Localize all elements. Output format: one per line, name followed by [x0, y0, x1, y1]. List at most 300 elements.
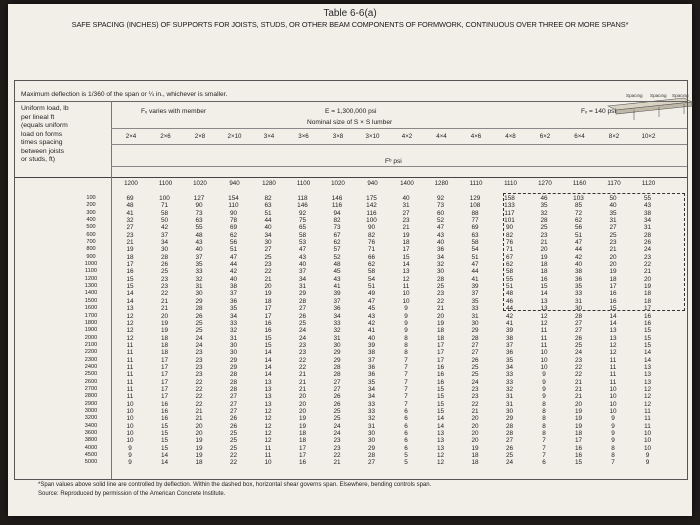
span-column-3	[222, 195, 246, 467]
span-cell: 21	[264, 275, 272, 283]
load-cell: 1300	[84, 283, 98, 290]
fb-header-15: 1120	[641, 180, 656, 187]
span-cell: 17	[160, 371, 169, 379]
load-cell: 100	[86, 195, 96, 201]
span-cell: 26	[574, 334, 583, 342]
span-cell: 16	[540, 275, 548, 283]
span-cell: 27	[229, 400, 238, 408]
size-header-2: 2×8	[194, 133, 206, 140]
span-cell: 21	[298, 378, 307, 386]
span-cell: 41	[333, 283, 341, 291]
span-cell: 18	[643, 297, 652, 305]
span-cell: 27	[402, 209, 410, 217]
span-cell: 7	[404, 356, 408, 364]
span-cell: 21	[298, 371, 307, 379]
span-cell: 19	[298, 422, 307, 430]
span-cell: 19	[160, 319, 169, 327]
span-cell: 10	[264, 459, 272, 467]
span-cell: 12	[126, 334, 134, 342]
span-cell: 44	[471, 268, 479, 276]
span-cell: 25	[471, 363, 479, 371]
span-cell: 20	[609, 261, 617, 269]
span-cell: 29	[367, 444, 376, 452]
span-cell: 23	[195, 349, 203, 357]
span-cell: 19	[298, 415, 307, 423]
span-cell: 39	[471, 283, 479, 291]
span-cell: 33	[574, 290, 583, 298]
span-cell: 30	[229, 341, 238, 349]
span-cell: 20	[195, 430, 203, 437]
span-cell: 31	[643, 224, 652, 232]
span-cell: 19	[574, 407, 583, 415]
span-cell: 26	[195, 312, 203, 320]
span-cell: 8	[404, 341, 408, 349]
span-cell: 22	[574, 371, 583, 379]
span-cell: 47	[436, 224, 445, 232]
span-cell: 24	[298, 334, 307, 342]
span-cell: 55	[505, 275, 514, 283]
span-cell: 44	[264, 217, 272, 225]
span-cell: 23	[298, 349, 307, 357]
span-cell: 6	[404, 444, 408, 452]
span-cell: 15	[160, 437, 169, 445]
span-cell: 22	[229, 452, 238, 460]
span-cell: 41	[471, 275, 479, 283]
load-cell: 900	[86, 253, 96, 260]
span-cell: 10	[643, 444, 652, 452]
span-cell: 11	[126, 385, 134, 393]
size-header-7: 3×10	[365, 133, 380, 140]
span-cell: 10	[126, 430, 134, 437]
span-column-5	[291, 195, 315, 467]
span-cell: 42	[505, 312, 514, 320]
span-cell: 82	[367, 231, 376, 239]
span-cell: 35	[471, 297, 479, 305]
span-cell: 40	[195, 246, 203, 254]
span-cell: 14	[126, 290, 134, 298]
span-cell: 77	[471, 217, 479, 225]
span-cell: 18	[471, 459, 479, 467]
span-cell: 82	[264, 195, 272, 202]
span-cell: 30	[505, 407, 514, 415]
span-cell: 32	[229, 327, 238, 335]
span-cell: 71	[160, 202, 169, 210]
span-cell: 17	[126, 261, 134, 269]
span-cell: 44	[229, 261, 238, 269]
span-cell: 34	[505, 363, 514, 371]
span-cell: 54	[367, 275, 376, 283]
fb-header-1: 1100	[158, 180, 173, 187]
span-cell: 17	[160, 363, 169, 371]
span-cell: 47	[298, 246, 307, 254]
span-cell: 43	[195, 239, 203, 247]
span-cell: 8	[611, 452, 615, 460]
load-cell: 500	[86, 224, 96, 231]
span-cell: 36	[505, 349, 514, 357]
span-cell: 62	[229, 231, 238, 239]
span-cell: 16	[160, 407, 169, 415]
span-cell: 40	[298, 261, 307, 269]
span-cell: 17	[160, 393, 169, 401]
span-cell: 39	[333, 290, 341, 298]
size-header-10: 4×6	[470, 133, 482, 140]
span-cell: 9	[404, 305, 408, 313]
span-cell: 13	[609, 327, 617, 335]
span-cell: 20	[609, 253, 617, 261]
span-cell: 19	[264, 290, 272, 298]
span-cell: 39	[505, 327, 514, 335]
span-cell: 16	[643, 319, 652, 327]
span-column-6	[325, 195, 349, 467]
span-cell: 73	[436, 202, 445, 210]
span-cell: 43	[367, 312, 376, 320]
span-cell: 42	[574, 253, 583, 261]
span-cell: 42	[367, 319, 376, 327]
load-cell: 600	[86, 231, 96, 238]
load-cell: 2900	[84, 400, 98, 407]
span-cell: 142	[366, 202, 377, 210]
span-cell: 18	[402, 239, 410, 247]
span-cell: 16	[574, 444, 583, 452]
load-cell: 3800	[84, 437, 98, 444]
span-cell: 19	[160, 327, 169, 335]
span-cell: 7	[404, 393, 408, 401]
span-cell: 20	[540, 246, 548, 254]
span-cell: 13	[540, 305, 548, 313]
span-cell: 17	[402, 246, 410, 254]
span-cell: 43	[436, 231, 445, 239]
beam-label-1: Spacing	[626, 94, 643, 98]
span-cell: 12	[643, 385, 652, 393]
span-cell: 31	[229, 334, 238, 342]
span-cell: 90	[195, 202, 203, 210]
span-cell: 20	[298, 407, 307, 415]
span-cell: 57	[333, 246, 341, 254]
span-cell: 21	[609, 246, 617, 254]
span-cell: 26	[298, 312, 307, 320]
span-cell: 23	[574, 356, 583, 364]
span-cell: 23	[195, 356, 203, 364]
span-cell: 36	[367, 363, 376, 371]
span-cell: 6	[404, 415, 408, 423]
span-cell: 8	[542, 407, 546, 415]
span-cell: 30	[195, 290, 203, 298]
span-cell: 33	[367, 400, 376, 408]
fv-varies-label: Fᵥ varies with member	[141, 108, 207, 115]
span-cell: 18	[264, 297, 272, 305]
span-cell: 18	[160, 334, 169, 342]
span-cell: 10	[609, 400, 617, 408]
span-cell: 43	[643, 202, 652, 210]
span-cell: 17	[160, 356, 169, 364]
span-cell: 28	[367, 452, 376, 460]
span-cell: 25	[505, 452, 514, 460]
span-cell: 20	[298, 400, 307, 408]
span-cell: 50	[609, 195, 617, 202]
span-cell: 17	[643, 305, 652, 313]
load-cell: 3600	[84, 430, 98, 436]
span-cell: 9	[645, 459, 650, 467]
span-cell: 24	[298, 327, 307, 335]
fb-header-6: 1020	[331, 180, 345, 187]
span-cell: 23	[436, 290, 445, 298]
span-cell: 31	[505, 393, 514, 401]
span-cell: 27	[126, 224, 134, 232]
span-cell: 40	[574, 261, 583, 269]
span-cell: 22	[298, 363, 307, 371]
fb-header-7: 940	[367, 180, 378, 187]
span-cell: 14	[540, 290, 548, 298]
span-cell: 13	[264, 385, 272, 393]
span-cell: 15	[160, 444, 169, 452]
span-cell: 19	[609, 268, 617, 276]
span-cell: 11	[609, 363, 617, 371]
span-cell: 20	[643, 275, 652, 283]
span-cell: 13	[126, 305, 134, 313]
span-cell: 35	[505, 356, 514, 364]
size-header-12: 6×2	[539, 133, 551, 140]
span-cell: 19	[436, 319, 445, 327]
span-cell: 15	[402, 253, 410, 261]
span-cell: 21	[160, 305, 169, 313]
span-cell: 40	[436, 239, 445, 247]
span-cell: 23	[160, 283, 169, 291]
span-cell: 23	[333, 437, 341, 445]
load-cell: 3200	[84, 415, 98, 422]
span-cell: 10	[402, 290, 410, 298]
span-cell: 31	[333, 334, 341, 342]
span-cell: 37	[160, 231, 169, 239]
span-cell: 10	[402, 297, 410, 305]
span-cell: 23	[471, 385, 479, 393]
span-cell: 12	[264, 415, 272, 423]
table-subtitle: SAFE SPACING (INCHES) OF SUPPORTS FOR JOISTS, STUDS, OR OTHER BEAM COMPONENTS OF FORMWORK, CONTINUOUS OVER THREE OR MORE SPANS*	[71, 20, 629, 29]
size-header-4: 3×4	[263, 133, 275, 140]
span-cell: 28	[643, 231, 652, 239]
span-cell: 75	[298, 217, 307, 225]
span-cell: 21	[195, 415, 203, 423]
span-cell: 16	[264, 327, 272, 335]
span-cell: 28	[298, 297, 307, 305]
span-cell: 21	[333, 459, 341, 467]
span-cell: 27	[609, 224, 617, 232]
span-cell: 23	[609, 239, 617, 247]
span-cell: 7	[611, 459, 615, 467]
span-cell: 52	[333, 253, 341, 261]
span-cell: 26	[471, 356, 479, 364]
span-cell: 20	[160, 312, 169, 320]
span-cell: 88	[471, 209, 479, 217]
span-cell: 10	[126, 400, 134, 408]
span-cell: 8	[611, 444, 615, 452]
span-cell: 31	[609, 217, 617, 225]
span-cell: 14	[264, 349, 272, 357]
span-cell: 25	[574, 341, 583, 349]
fb-header-14: 1170	[607, 180, 621, 187]
span-column-11	[498, 195, 522, 467]
span-cell: 26	[160, 261, 169, 269]
span-cell: 22	[436, 297, 445, 305]
span-cell: 14	[126, 297, 134, 305]
beam-label-3: Spacing	[672, 94, 689, 98]
span-cell: 27	[333, 378, 341, 386]
span-cell: 16	[609, 297, 617, 305]
load-cell: 800	[86, 246, 96, 253]
load-cell: 1600	[84, 305, 98, 312]
span-cell: 25	[333, 415, 341, 423]
span-cell: 94	[333, 209, 341, 217]
span-cell: 7	[542, 444, 546, 452]
size-header-0: 2×4	[125, 133, 137, 140]
span-cell: 10	[609, 393, 617, 401]
load-cell: 2300	[84, 356, 98, 363]
span-cell: 62	[505, 261, 514, 269]
span-cell: 11	[126, 356, 134, 364]
span-cell: 19	[126, 246, 134, 254]
span-cell: 5	[404, 452, 408, 460]
span-cell: 23	[540, 231, 548, 239]
span-cell: 23	[264, 261, 272, 269]
span-cell: 7	[542, 437, 546, 445]
span-cell: 15	[436, 400, 445, 408]
span-cell: 146	[297, 202, 308, 210]
span-cell: 12	[643, 400, 652, 408]
span-cell: 69	[126, 195, 134, 202]
span-cell: 18	[436, 327, 445, 335]
span-cell: 21	[160, 297, 169, 305]
span-cell: 9	[645, 452, 650, 460]
span-cell: 108	[469, 202, 481, 210]
span-column-1	[153, 195, 177, 467]
span-cell: 127	[193, 195, 205, 202]
span-cell: 40	[609, 202, 617, 210]
load-cell: 400	[86, 217, 96, 224]
span-cell: 41	[126, 209, 134, 217]
span-cell: 11	[402, 283, 410, 291]
span-cell: 51	[229, 246, 238, 254]
span-cell: 8	[542, 400, 546, 408]
span-cell: 23	[643, 253, 652, 261]
span-cell: 43	[333, 275, 341, 283]
span-cell: 6	[404, 430, 408, 437]
fv-140-label: Fᵥ = 140 psi	[581, 108, 616, 115]
span-cell: 16	[436, 378, 445, 386]
span-cell: 101	[504, 217, 515, 225]
load-column	[78, 195, 104, 467]
span-cell: 39	[367, 341, 376, 349]
span-cell: 23	[126, 231, 134, 239]
span-cell: 14	[643, 349, 652, 357]
span-cell: 16	[574, 452, 583, 460]
span-cell: 29	[229, 363, 238, 371]
span-cell: 14	[264, 371, 272, 379]
span-cell: 25	[195, 327, 203, 335]
span-cell: 8	[542, 422, 546, 430]
span-cell: 14	[264, 356, 272, 364]
span-cell: 35	[609, 209, 617, 217]
span-cell: 15	[643, 334, 652, 342]
span-cell: 58	[367, 268, 376, 276]
size-header-9: 4×4	[436, 133, 447, 140]
span-cell: 12	[540, 319, 548, 327]
span-cell: 10	[609, 407, 617, 415]
span-cell: 20	[195, 422, 203, 430]
span-cell: 7	[404, 385, 408, 393]
span-cell: 12	[436, 452, 445, 460]
span-cell: 15	[126, 275, 134, 283]
span-cell: 52	[436, 217, 445, 225]
span-cell: 9	[611, 422, 615, 430]
span-cell: 48	[126, 202, 134, 210]
span-cell: 63	[195, 217, 203, 225]
fb-header-3: 940	[229, 180, 240, 187]
span-column-8	[394, 195, 418, 467]
span-cell: 16	[643, 312, 652, 320]
span-cell: 33	[367, 407, 376, 415]
span-cell: 25	[540, 224, 548, 232]
span-cell: 48	[195, 231, 203, 239]
span-cell: 16	[126, 268, 134, 276]
span-cell: 34	[436, 253, 445, 261]
span-cell: 11	[644, 407, 651, 415]
span-cell: 72	[574, 209, 583, 217]
span-cell: 58	[160, 209, 169, 217]
nominal-size-label: Nominal size of S × S lumber	[307, 119, 393, 126]
span-cell: 48	[505, 290, 514, 298]
span-cell: 78	[229, 217, 238, 225]
span-cell: 18	[609, 275, 617, 283]
span-cell: 22	[160, 290, 169, 298]
load-cell: 3400	[84, 422, 98, 429]
span-cell: 27	[574, 327, 583, 335]
span-cell: 21	[195, 407, 203, 415]
span-cell: 23	[298, 341, 307, 349]
span-cell: 46	[505, 297, 514, 305]
span-cell: 100	[159, 195, 170, 202]
span-cell: 82	[505, 231, 514, 239]
span-cell: 11	[540, 327, 548, 335]
span-cell: 10	[540, 356, 548, 364]
span-cell: 14	[609, 319, 617, 327]
span-cell: 26	[505, 444, 514, 452]
span-cell: 28	[574, 312, 583, 320]
fb-header-12: 1270	[538, 180, 552, 187]
span-cell: 25	[609, 231, 617, 239]
span-cell: 28	[505, 422, 514, 430]
span-cell: 8	[542, 430, 546, 437]
span-cell: 30	[574, 305, 583, 313]
span-cell: 12	[609, 341, 617, 349]
load-cell: 200	[86, 202, 96, 209]
span-column-4	[256, 195, 280, 467]
span-cell: 29	[229, 356, 238, 364]
span-cell: 29	[333, 356, 341, 364]
span-cell: 13	[402, 268, 410, 276]
span-cell: 44	[574, 246, 583, 254]
span-cell: 56	[574, 224, 583, 232]
span-cell: 16	[298, 459, 307, 467]
span-cell: 15	[574, 459, 583, 467]
span-cell: 7	[542, 452, 546, 460]
span-cell: 100	[366, 217, 377, 225]
span-column-9	[429, 195, 453, 467]
span-cell: 62	[333, 239, 341, 247]
span-cell: 13	[264, 393, 272, 401]
span-cell: 51	[264, 209, 272, 217]
fb-header-5: 1100	[296, 180, 311, 187]
span-cell: 51	[505, 283, 514, 291]
span-cell: 10	[126, 407, 134, 415]
